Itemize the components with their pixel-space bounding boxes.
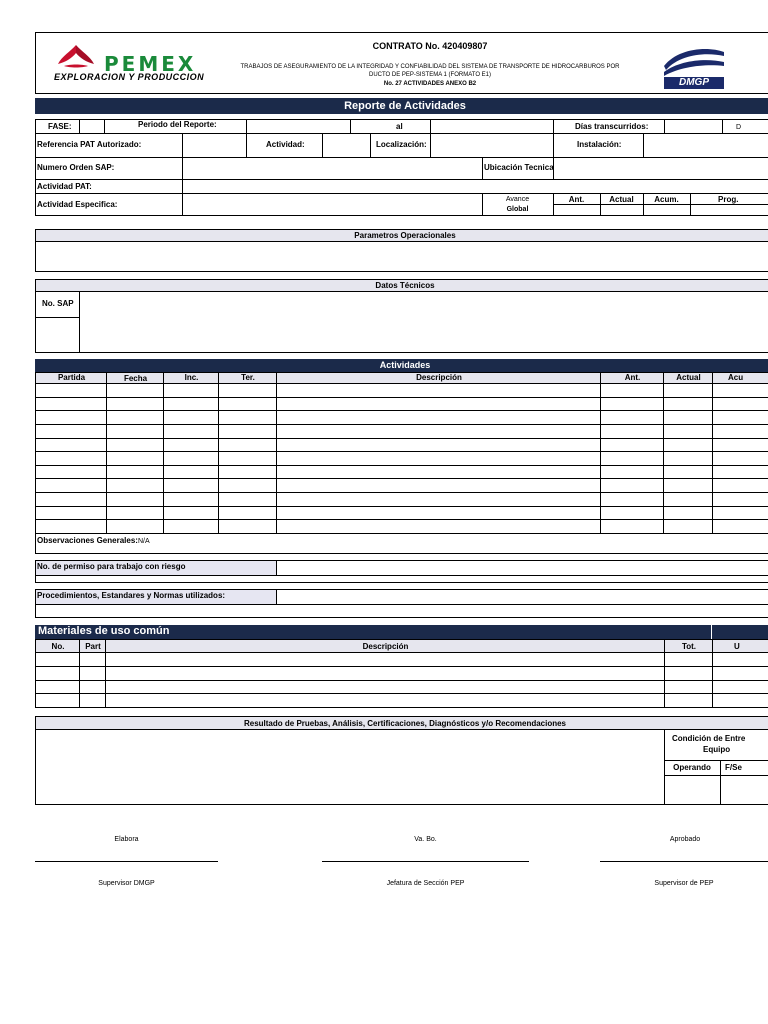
mat-col-descripcion: Descripción [362,642,409,651]
pemex-brand: PEMEX [104,52,197,76]
actividad-esp-label: Actividad Especifica: [37,200,118,209]
mat-col-u: U [734,642,740,651]
table-row [36,398,768,412]
table-row [36,439,768,453]
col-fecha: Fecha [123,374,148,383]
table-row [36,520,768,534]
table-row [36,681,768,695]
col-partida: Partida [57,373,86,382]
pemex-subtitle: EXPLORACION Y PRODUCCION [54,72,205,82]
observaciones-label: Observaciones Generales: [37,536,138,545]
permiso-value [276,560,768,576]
header-desc-3: No. 27 ACTIVIDADES ANEXO B2 [383,81,477,87]
pemex-drop-icon [54,44,98,70]
materiales-title: Materiales de uso común [38,625,170,637]
mat-col-tot: Tot. [681,642,697,651]
no-sap-label: No. SAP [42,299,74,308]
permiso-spacer [35,575,768,583]
actividades-title: Actividades [35,359,768,372]
pemex-logo [54,44,214,86]
header-desc-1: TRABAJOS DE ASEGURAMIENTO DE LA INTEGRIDAD Y CONFIABILIDAD DEL SISTEMA DE TRANSPORTE DE HIDROCARBUROS POR [240,64,620,70]
report-title: Reporte de Actividades [35,98,768,114]
table-row [36,667,768,681]
table-row [36,384,768,398]
table-row [36,694,768,708]
sig-vabo: Va. Bo. [414,836,437,843]
table-row [36,411,768,425]
avance-label-2: Global [506,206,529,213]
acum-label: Acum. [654,195,679,204]
datos-body [35,292,768,353]
ubicacion-label: Ubicación Tecnica [484,163,554,172]
table-row [36,425,768,439]
actividad-pat-label: Actividad PAT: [37,182,92,191]
permiso-label: No. de permiso para trabajo con riesgo [37,562,186,571]
sig-elabora: Elabora [114,836,139,843]
procedimientos-value [276,589,768,605]
dias-label: Días transcurridos: [575,122,649,131]
condicion-label-1: Condición de Entre [672,734,746,743]
resultado-body [35,730,768,805]
actual-label: Actual [609,195,634,204]
prog-label: Prog. [718,195,739,204]
parametros-header: Parametros Operacionales [35,229,768,242]
sig-supervisor-pep: Supervisor de PEP [654,880,714,887]
table-row [36,479,768,493]
table-row [36,466,768,480]
materiales-header-row [35,639,768,653]
orden-sap-row [35,158,768,180]
condicion-label-2: Equipo [703,745,731,754]
table-row [36,493,768,507]
observaciones-box [35,534,768,554]
observaciones-value: N/A [138,538,150,545]
sig-jefatura: Jefatura de Sección PEP [386,880,465,887]
referencia-label: Referencia PAT Autorizado: [37,140,142,149]
table-row [36,653,768,667]
procedimientos-label: Procedimientos, Estandares y Normas utilizados: [37,591,226,600]
table-row [36,452,768,466]
avance-label-1: Avance [505,196,530,203]
sig-supervisor-dmgp: Supervisor DMGP [98,880,155,887]
d-label: D [736,124,742,131]
contract-number: CONTRATO No. 420409807 [372,41,488,51]
col-ant: Ant. [624,373,641,382]
mat-col-part: Part [85,642,101,651]
resultado-header: Resultado de Pruebas, Análisis, Certificaciones, Diagnósticos y/o Recomendaciones [35,716,768,730]
table-row [36,507,768,521]
actividad-pat-row [35,180,768,194]
col-acu: Acu [728,373,744,382]
procedimientos-label-cell [35,589,277,605]
datos-header: Datos Técnicos [35,279,768,292]
fse-label: F/Se [725,763,742,772]
mat-col-no: No. [51,642,65,651]
periodo-label: Periodo del Reporte: [138,120,217,129]
dmgp-logo [662,44,726,90]
materiales-table [35,653,768,708]
sig-line-2 [322,861,529,862]
instalacion-label: Instalación: [577,140,622,149]
col-descripcion: Descripción [416,373,462,382]
procedimientos-spacer [35,604,768,618]
ant-label: Ant. [568,195,585,204]
dmgp-logo-text: DMGP [679,77,709,88]
header-desc-2: DUCTO DE PEP-SISTEMA 1 (FORMATO E1) [368,72,492,78]
parametros-body [35,242,768,272]
orden-sap-label: Numero Orden SAP: [37,163,115,172]
col-ter: Ter. [241,373,255,382]
col-actual: Actual [676,373,701,382]
actividades-header-row [35,372,768,384]
sig-aprobado: Aprobado [669,836,701,843]
actividades-table [35,384,768,534]
localizacion-label: Localización: [376,140,427,149]
fase-label: FASE: [48,122,72,131]
sig-line-1 [35,861,218,862]
col-inc: Inc. [184,373,199,382]
operando-label: Operando [673,763,711,772]
sig-line-3 [600,861,768,862]
actividad-label: Actividad: [266,140,305,149]
permiso-label-cell [35,560,277,576]
materiales-title-bar [35,625,768,639]
al-label: al [396,122,403,131]
